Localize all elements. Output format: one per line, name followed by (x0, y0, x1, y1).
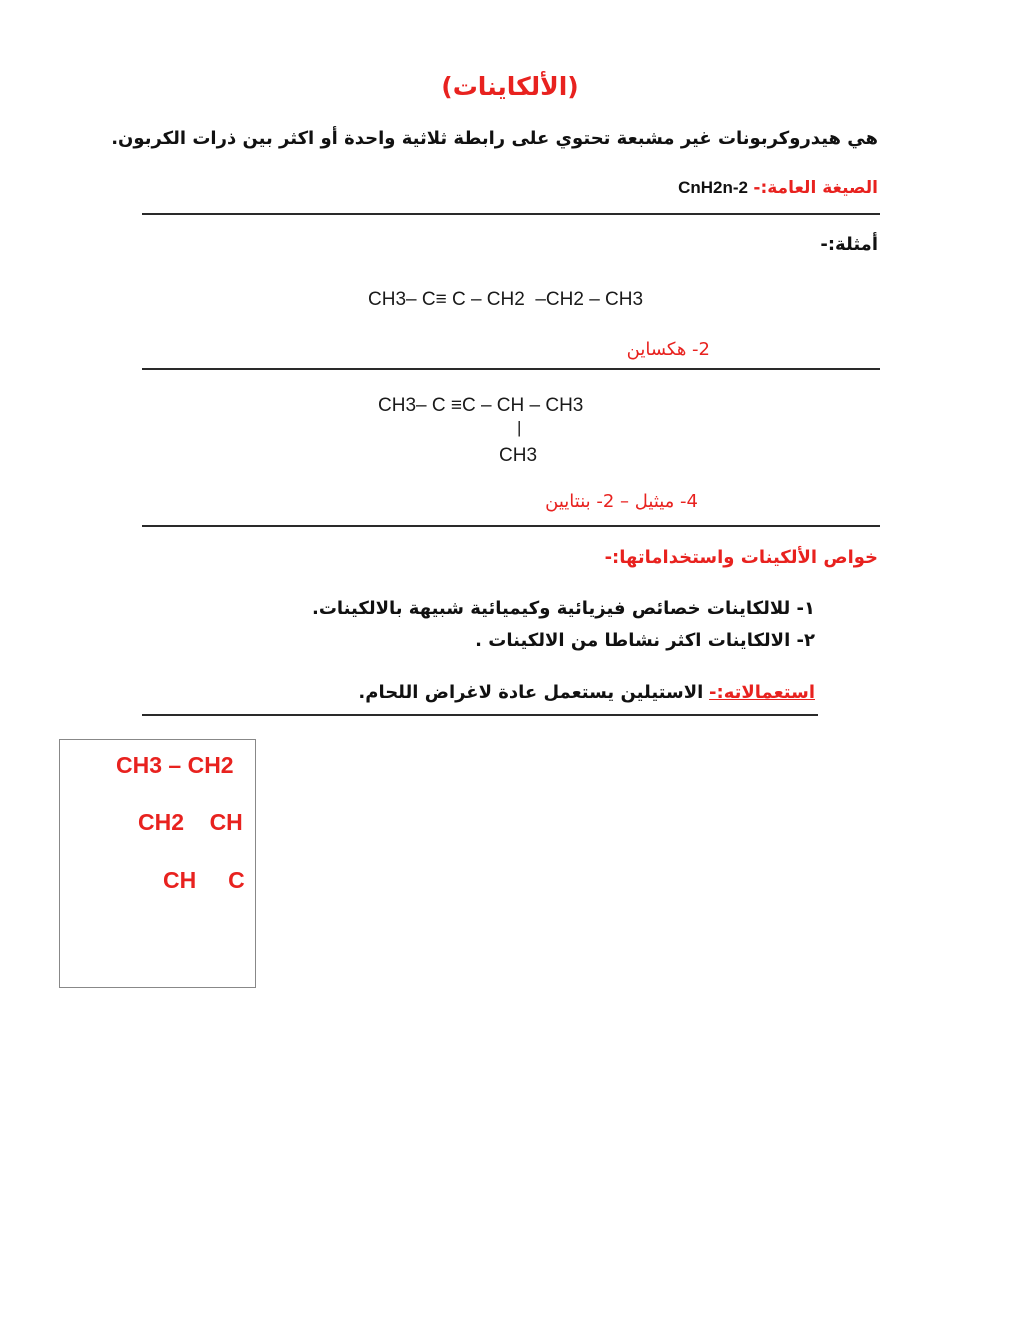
box-line-3: CH C (163, 867, 245, 893)
examples-heading: أمثلة:- (820, 234, 878, 255)
definition-text: هي هيدروكربونات غير مشبعة تحتوي على رابطة ثلاثية واحدة أو اكثر بين ذرات الكربون. (111, 128, 878, 149)
example-2-name: 4- ميثيل – 2- بنتايين (545, 491, 698, 512)
divider (142, 368, 880, 370)
divider (142, 714, 818, 716)
property-item-1: ١- للالكاينات خصائص فيزيائية وكيميائية شبيهة بالالكينات. (311, 598, 815, 619)
example-2-branch-bond: | (517, 418, 522, 437)
properties-heading: خواص الألكينات واستخداماتها:- (604, 547, 878, 568)
example-2-structure: CH3– C ≡C – CH – CH3 (378, 395, 584, 416)
uses-label: استعمالاته:- (709, 682, 815, 703)
example-2-branch-group: CH3 (499, 445, 538, 466)
general-formula-label: الصيغة العامة:- (753, 178, 878, 198)
divider (142, 213, 880, 215)
example-1-structure: CH3– C≡ C – CH2 –CH2 – CH3 (368, 289, 644, 310)
structure-box (59, 739, 256, 988)
uses-row (358, 682, 815, 703)
box-line-1: CH3 – CH2 (116, 752, 234, 778)
uses-text: الاستيلين يستعمل عادة لاغراض اللحام. (358, 682, 704, 703)
property-item-2: ٢- الالكاينات اكثر نشاطا من الالكينات . (475, 630, 815, 651)
page-title: (الألكاينات) (441, 72, 579, 101)
box-line-2: CH2 CH (138, 809, 243, 835)
general-formula-row (678, 178, 878, 198)
general-formula-value: CnH2n-2 (678, 178, 748, 197)
divider (142, 525, 880, 527)
example-1-name: 2- هكساين (626, 339, 710, 360)
